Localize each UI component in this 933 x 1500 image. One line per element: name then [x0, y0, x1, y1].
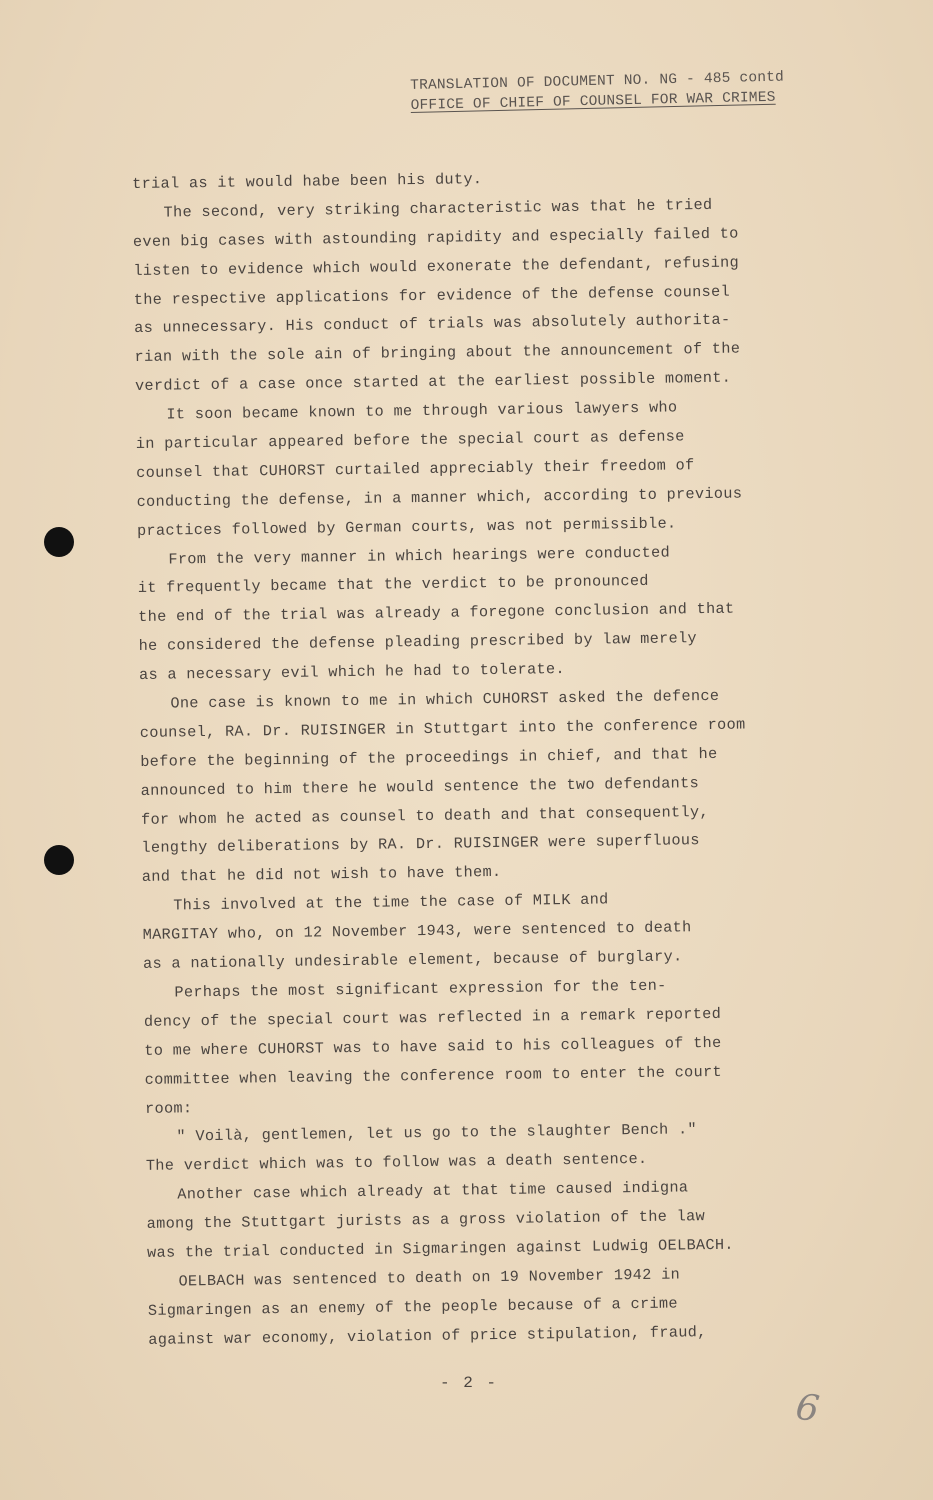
text-line: he considered the defense pleading prescribed by law merely: [138, 629, 698, 656]
text-line: even big cases with astounding rapidity and especially failed to: [132, 224, 739, 251]
text-line: against war economy, violation of price stipulation, fraud,: [148, 1322, 707, 1349]
text-line: It soon became known to me through various lawyers who: [166, 398, 678, 424]
document-header: [410, 66, 851, 116]
text-line: in particular appeared before the special court as defense: [135, 427, 685, 453]
header-line-translation: TRANSLATION OF DOCUMENT NO. NG - 485 contd: [410, 69, 785, 94]
text-line: was the trial conducted in Sigmaringen against Ludwig OELBACH.: [146, 1235, 734, 1262]
text-line: as a necessary evil which he had to tolerate.: [138, 660, 566, 685]
punch-hole-bottom: [44, 845, 74, 875]
text-line: announced to him there he would sentence the two defendants: [140, 773, 700, 800]
text-line: for whom he acted as counsel to death and that consequently,: [140, 802, 709, 829]
text-line: OELBACH was sentenced to death on 19 November 1942 in: [178, 1265, 681, 1291]
text-line: Perhaps the most significant expression for the ten-: [174, 976, 667, 1002]
handwritten-margin-mark: 6: [793, 1386, 822, 1431]
text-line: counsel that CUHORST curtailed appreciably their freedom of: [136, 456, 695, 482]
text-line: as unnecessary. His conduct of trials was absolutely authorita-: [134, 311, 731, 338]
text-line: The verdict which was to follow was a death sentence.: [145, 1150, 648, 1176]
text-line: as a nationally undesirable element, because of burglary.: [142, 947, 683, 973]
text-line: verdict of a case once started at the earliest possible moment.: [134, 368, 732, 396]
text-line: conducting the defense, in a manner which, according to previous: [136, 484, 743, 511]
text-line: among the Stuttgart jurists as a gross violation of the law: [146, 1207, 706, 1233]
text-line: Another case which already at that time caused indigna: [177, 1178, 689, 1204]
text-line: committee when leaving the conference room to enter the court: [144, 1062, 723, 1089]
text-line: it frequently became that the verdict to be pronounced: [137, 572, 649, 598]
text-line: This involved at the time the case of MILK and: [173, 890, 609, 915]
text-line: One case is known to me in which CUHORST asked the defence: [170, 686, 720, 713]
text-line: the respective applications for evidence of the defense counsel: [133, 282, 731, 309]
text-line: before the beginning of the proceedings in chief, and that he: [140, 744, 718, 771]
text-line: dency of the special court was reflected in a remark reported: [143, 1004, 722, 1031]
text-line: MARGITAY who, on 12 November 1943, were sentenced to death: [142, 918, 692, 945]
text-line: and that he did not wish to have them.: [141, 863, 502, 887]
header-line-office: OFFICE OF CHIEF OF COUNSEL FOR WAR CRIMES: [410, 89, 776, 114]
page-number: - 2 -: [440, 1374, 499, 1392]
text-line: " Voilà, gentlemen, let us go to the slaughter Bench .": [176, 1120, 698, 1146]
text-line: The second, very striking characteristic was that he tried: [163, 195, 713, 222]
text-line: room:: [144, 1098, 193, 1118]
text-line: to me where CUHORST was to have said to his colleagues of the: [144, 1033, 722, 1060]
text-line: trial as it would habe been his duty.: [132, 170, 483, 193]
text-line: Sigmaringen as an enemy of the people because of a crime: [147, 1294, 678, 1320]
text-line: counsel, RA. Dr. RUISINGER in Stuttgart into the conference room: [139, 715, 746, 742]
text-line: lengthy deliberations by RA. Dr. RUISINGER were superfluous: [141, 831, 700, 858]
text-line: the end of the trial was already a foregone conclusion and that: [138, 599, 735, 627]
document-body: [132, 161, 818, 1355]
punch-hole-top: [44, 527, 74, 557]
text-line: listen to evidence which would exonerate the defendant, refusing: [133, 253, 740, 280]
text-line: rian with the sole ain of bringing about the announcement of the: [134, 339, 741, 367]
text-line: practices followed by German courts, was not permissible.: [136, 514, 677, 540]
text-line: From the very manner in which hearings were conducted: [168, 543, 671, 569]
